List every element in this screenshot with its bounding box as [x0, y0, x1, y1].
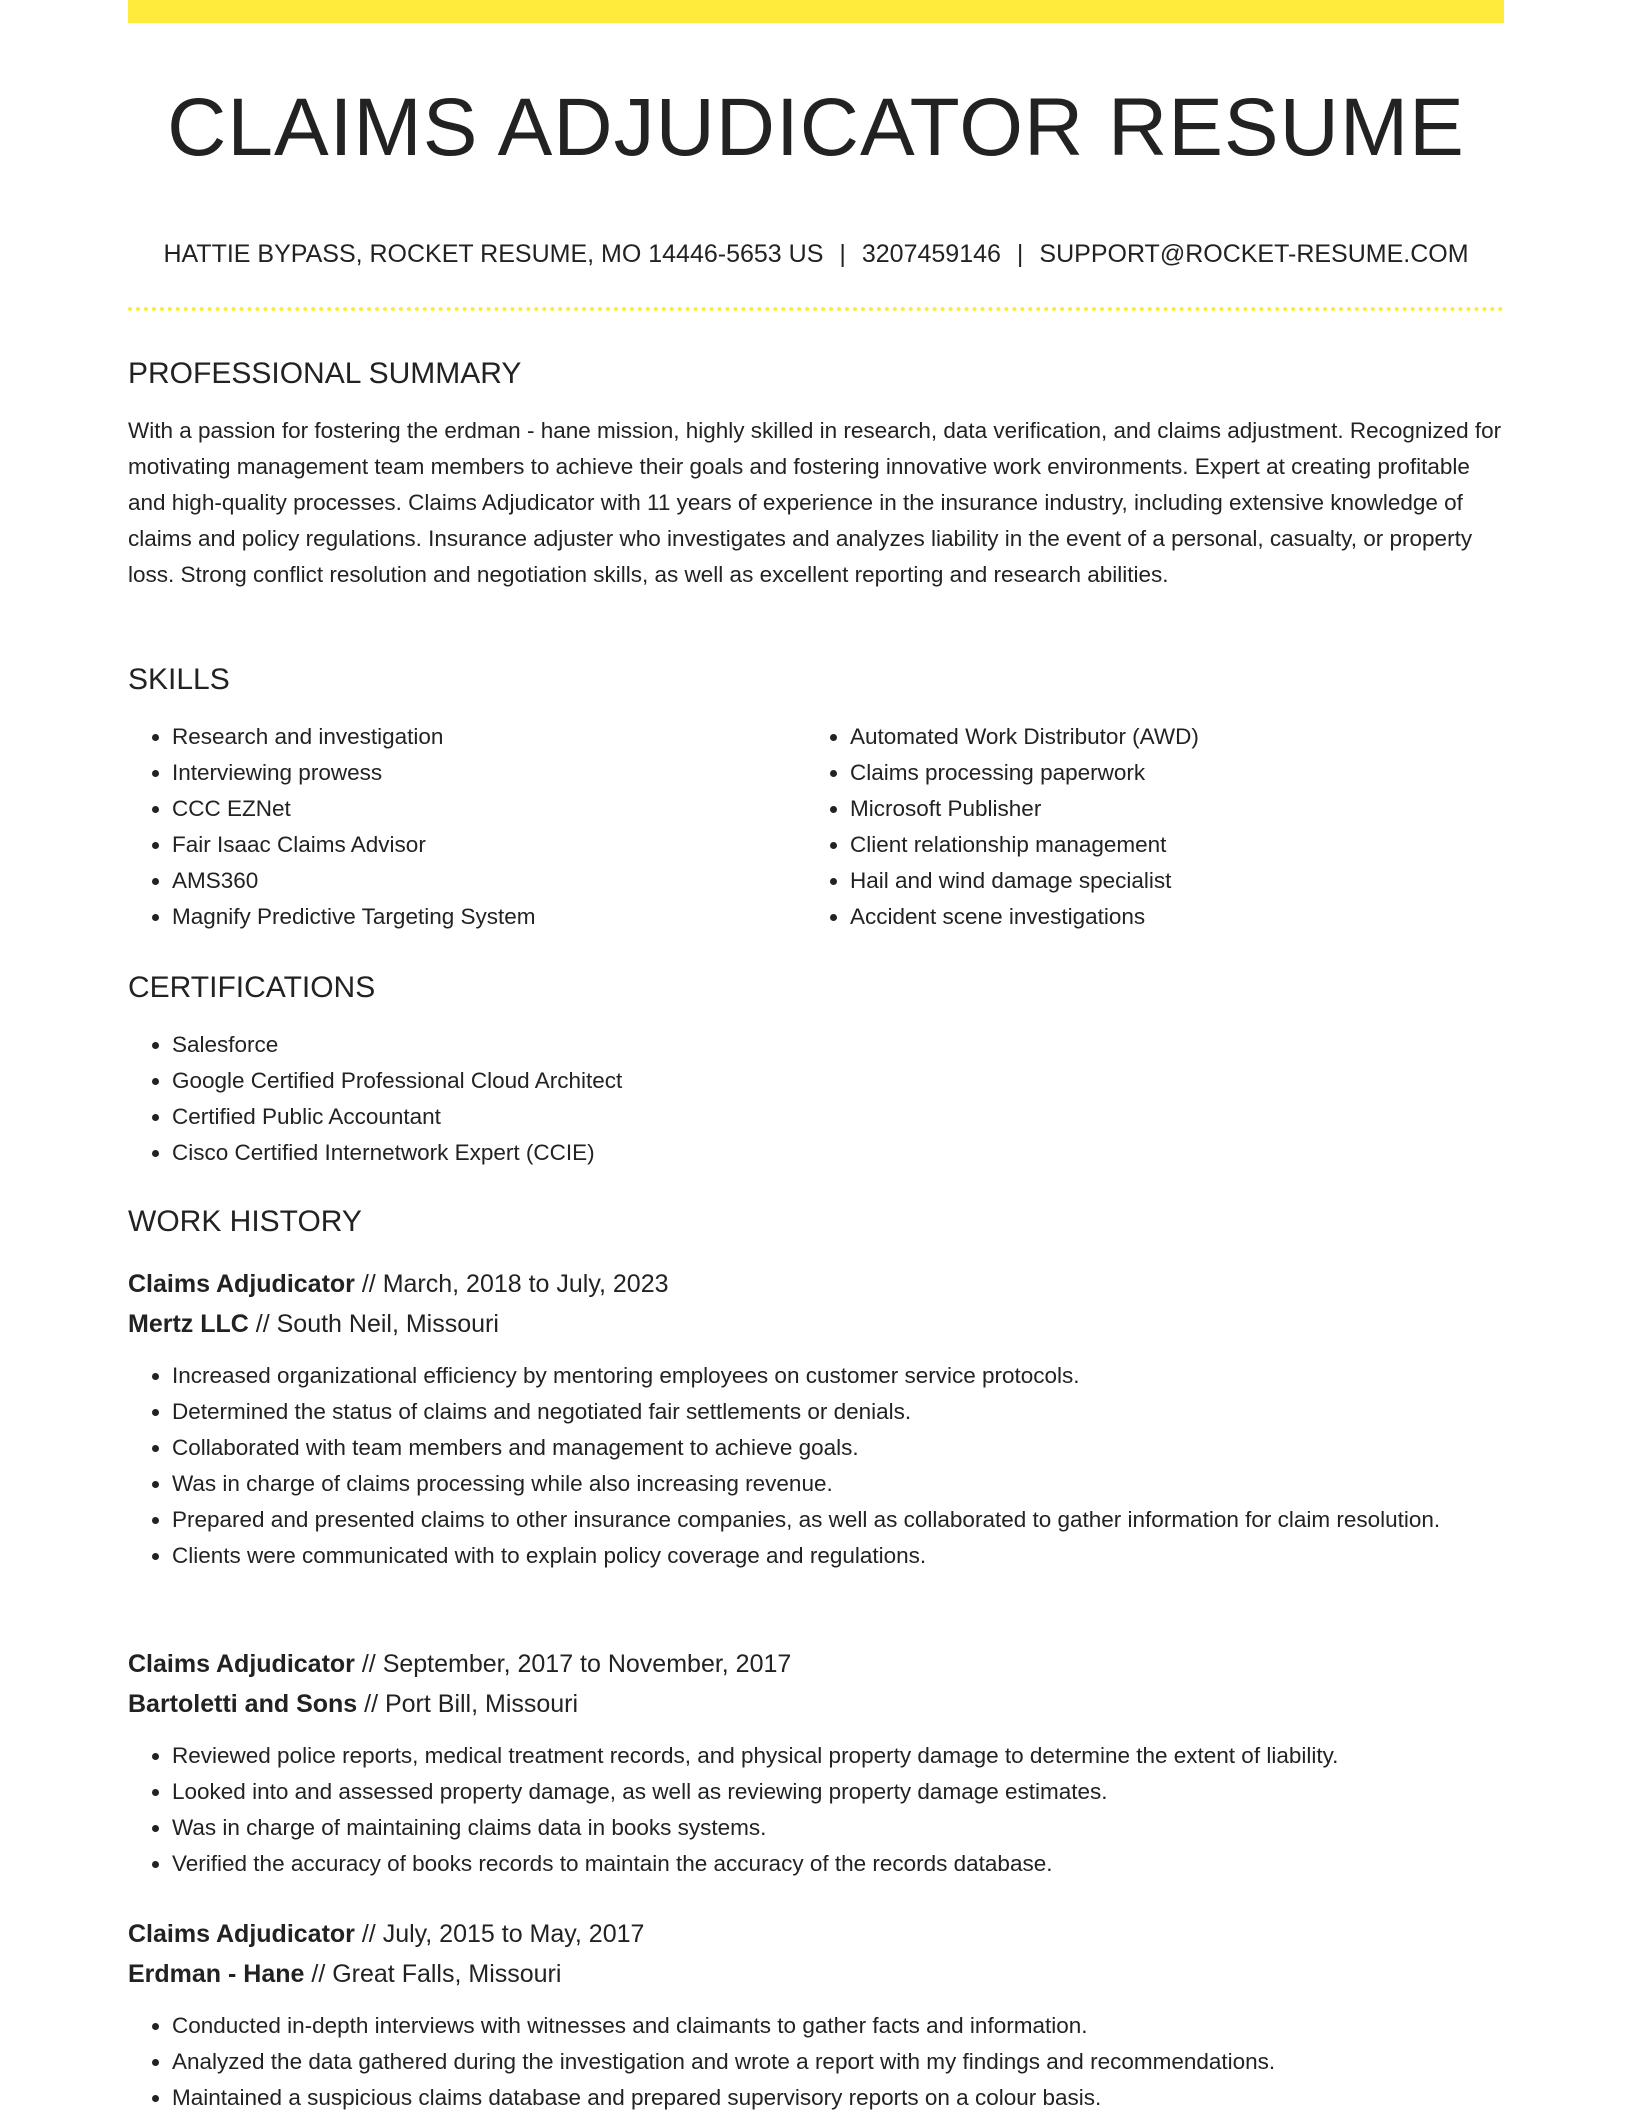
list-item: • Maintained a suspicious claims database and prepared supervisory reports on a colour basis.	[172, 2080, 1504, 2116]
contact-address: HATTIE BYPASS, ROCKET RESUME, MO 14446-5653 US	[163, 240, 824, 268]
skills-columns	[128, 719, 1504, 935]
list-item: • Interviewing prowess	[172, 755, 806, 791]
list-item: • Cisco Certified Internetwork Expert (CCIE)	[172, 1135, 1504, 1171]
list-item: • Google Certified Professional Cloud Architect	[172, 1063, 1504, 1099]
list-item: • Accident scene investigations	[850, 899, 1484, 935]
list-item: • Clients were communicated with to explain policy coverage and regulations.	[172, 1538, 1542, 1574]
list-item: • Research and investigation	[172, 719, 806, 755]
job-title-line	[128, 1644, 1504, 1684]
list-item: • Reviewed police reports, medical treatment records, and physical property damage to determine the extent of liability.	[172, 1738, 1504, 1774]
list-item: • Was in charge of claims processing while also increasing revenue.	[172, 1466, 1542, 1502]
summary-text: With a passion for fostering the erdman - hane mission, highly skilled in research, data verification, and claims adjustment. Recognized for motivating management team members to achieve their goals and fostering innovative work environments. Expert at creating profitable and high-quality processes. Claims Adjudicator with 11 years of experience in the insurance industry, including extensive knowledge of claims and policy regulations. Insurance adjuster who investigates and analyzes liability in the event of a personal, casualty, or property loss. Strong conflict resolution and negotiation skills, as well as excellent reporting and research abilities.	[128, 418, 1502, 587]
work-history-section	[128, 1202, 1504, 1242]
list-item: • Prepared and presented claims to other insurance companies, as well as collaborated to gather information for claim resolution.	[172, 1502, 1542, 1538]
job-entry	[128, 1914, 1504, 2116]
list-item: • Was in charge of maintaining claims data in books systems.	[172, 1810, 1504, 1846]
list-item: • Salesforce	[172, 1027, 1504, 1063]
list-item: • Collaborated with team members and management to achieve goals.	[172, 1430, 1542, 1466]
list-item: • Microsoft Publisher	[850, 791, 1484, 827]
list-item: • CCC EZNet	[172, 791, 806, 827]
job-dates: // July, 2015 to May, 2017	[354, 1920, 645, 1948]
list-item: • Magnify Predictive Targeting System	[172, 899, 806, 935]
job-company: Erdman - Hane	[128, 1960, 305, 1988]
job-title-line	[128, 1264, 1504, 1304]
list-item: • Hail and wind damage specialist	[850, 863, 1484, 899]
page-title: CLAIMS ADJUDICATOR RESUME	[167, 82, 1465, 173]
job-title-line	[128, 1914, 1504, 1954]
job-company: Mertz LLC	[128, 1310, 249, 1338]
work-history-heading: WORK HISTORY	[128, 1205, 362, 1238]
job-title: Claims Adjudicator	[128, 1270, 355, 1298]
job-location: // South Neil, Missouri	[248, 1310, 499, 1338]
job-dates: // September, 2017 to November, 2017	[354, 1650, 792, 1678]
list-item: • Claims processing paperwork	[850, 755, 1484, 791]
skills-section	[128, 660, 1504, 935]
summary-heading: PROFESSIONAL SUMMARY	[128, 357, 522, 390]
list-item: • Fair Isaac Claims Advisor	[172, 827, 806, 863]
job-dates: // March, 2018 to July, 2023	[354, 1270, 669, 1298]
list-item: • Verified the accuracy of books records to maintain the accuracy of the records database.	[172, 1846, 1504, 1882]
job-location: // Great Falls, Missouri	[304, 1960, 562, 1988]
job-company-line	[128, 1954, 1504, 1994]
contact-email: SUPPORT@ROCKET-RESUME.COM	[1039, 240, 1469, 268]
job-title: Claims Adjudicator	[128, 1650, 355, 1678]
contact-phone: 3207459146	[861, 240, 1001, 268]
list-item: • AMS360	[172, 863, 806, 899]
job-entry	[128, 1264, 1504, 1574]
list-item: • Determined the status of claims and negotiated fair settlements or denials.	[172, 1394, 1542, 1430]
job-entry	[128, 1644, 1504, 1882]
certifications-section	[128, 968, 1504, 1171]
skills-heading: SKILLS	[128, 663, 230, 696]
dotted-divider	[128, 307, 1504, 311]
summary-section	[128, 354, 1504, 593]
list-item: • Automated Work Distributor (AWD)	[850, 719, 1484, 755]
contact-separator: |	[839, 240, 846, 268]
job-location: // Port Bill, Missouri	[357, 1690, 579, 1718]
list-item: • Increased organizational efficiency by mentoring employees on customer service protocols.	[172, 1358, 1542, 1394]
job-title: Claims Adjudicator	[128, 1920, 355, 1948]
skills-column-right	[806, 719, 1484, 935]
list-item: • Certified Public Accountant	[172, 1099, 1504, 1135]
list-item: • Looked into and assessed property damage, as well as reviewing property damage estimates.	[172, 1774, 1504, 1810]
list-item: • Analyzed the data gathered during the investigation and wrote a report with my findings and recommendations.	[172, 2044, 1504, 2080]
job-company-line	[128, 1684, 1504, 1724]
job-company: Bartoletti and Sons	[128, 1690, 358, 1718]
accent-top-bar	[128, 0, 1504, 23]
contact-separator: |	[1016, 240, 1024, 268]
certifications-heading: CERTIFICATIONS	[128, 971, 376, 1004]
list-item: • Client relationship management	[850, 827, 1484, 863]
skills-column-left	[128, 719, 806, 935]
list-item: • Conducted in-depth interviews with witnesses and claimants to gather facts and information.	[172, 2008, 1504, 2044]
job-company-line	[128, 1304, 1504, 1344]
contact-line	[128, 236, 1504, 272]
